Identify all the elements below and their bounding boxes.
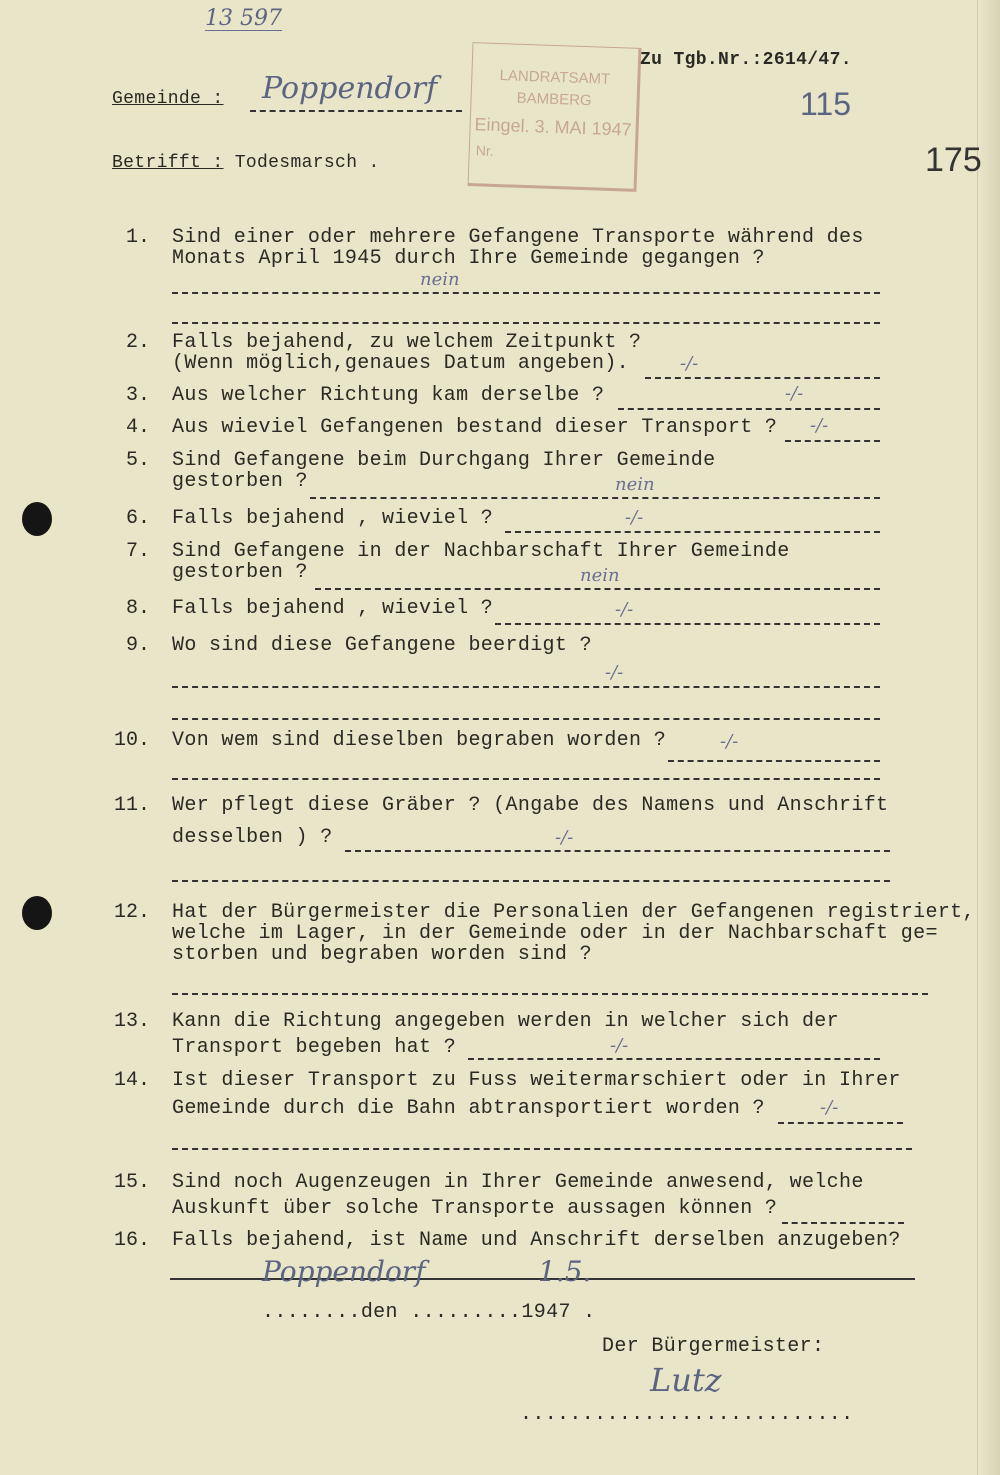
signatory-label: Der Bürgermeister: [602,1335,825,1358]
answer-line [778,1122,903,1124]
answer-line [505,531,880,533]
place-handwritten: Poppendorf [262,1255,426,1288]
subject-value: Todesmarsch . [234,153,380,173]
question-number: 3. [125,384,150,407]
question-text: Aus wieviel Gefangenen bestand dieser Transport ? [172,416,778,439]
handwritten-answer: -/- [820,1097,839,1118]
municipality-value: Poppendorf [262,71,438,106]
handwritten-answer: -/- [605,662,624,683]
municipality-label: Gemeinde : [112,89,224,109]
answer-line [172,993,928,995]
punch-hole [22,502,52,536]
question-text: Wo sind diese Gefangene beerdigt ? [172,634,592,657]
question-text: Ist dieser Transport zu Fuss weitermarschiert oder in Ihrer [172,1069,901,1092]
answer-line [345,850,890,852]
file-note: 13 597 [205,6,282,31]
question-number: 10. [113,729,150,752]
date-den: den [360,1301,398,1324]
question-text: Transport begeben hat ? [172,1036,457,1059]
question-number: 14. [113,1069,150,1092]
answer-line [315,588,880,590]
received-stamp [468,42,642,192]
handwritten-answer: -/- [555,827,574,848]
question-text: desselben ) ? [172,826,333,849]
question-text: Sind einer oder mehrere Gefangene Transporte während des [172,226,864,249]
handwritten-answer: -/- [810,415,829,436]
question-number: 2. [125,331,150,354]
question-text: Falls bejahend, zu welchem Zeitpunkt ? [172,331,642,354]
question-number: 13. [113,1010,150,1033]
date-year: 1947 . [521,1301,596,1324]
question-text: Sind Gefangene in der Nachbarschaft Ihrer Gemeinde [172,540,790,563]
subject-label: Betrifft : [112,153,224,173]
stamp-text: BAMBERG [516,89,592,110]
answer-line [468,1058,880,1060]
date-line: ........den .........1947 . [262,1301,596,1324]
question-text: Von wem sind dieselben begraben worden ? [172,729,667,752]
question-text: Aus welcher Richtung kam derselbe ? [172,384,605,407]
answer-line [172,686,880,688]
handwritten-answer: nein [420,269,460,290]
answer-line [668,760,880,762]
question-number: 16. [113,1229,150,1252]
question-number: 8. [125,597,150,620]
answer-line [785,440,880,442]
answer-line [495,623,880,625]
question-number: 12. [113,901,150,924]
question-text: Falls bejahend , wieviel ? [172,507,494,530]
page-number: 175 [925,141,982,179]
question-number: 1. [125,226,150,249]
handwritten-answer: -/- [610,1035,629,1056]
question-number: 5. [125,449,150,472]
question-text: Monats April 1945 durch Ihre Gemeinde gegangen ? [172,247,765,270]
question-number: 15. [113,1171,150,1194]
rule [250,110,462,112]
handwritten-answer: -/- [720,731,739,752]
answer-line [172,718,880,720]
stamp-text: LANDRATSAMT [499,67,611,88]
question-number: 6. [125,507,150,530]
signature-line: ........................... [520,1403,854,1426]
question-text: Falls bejahend , wieviel ? [172,597,494,620]
question-text: Auskunft über solche Transporte aussagen können ? [172,1197,778,1220]
question-text: Hat der Bürgermeister die Personalien der Gefangenen registriert, [172,901,975,924]
page-number-blue: 115 [800,86,852,122]
question-text: Falls bejahend, ist Name und Anschrift derselben anzugeben? [172,1229,901,1252]
handwritten-answer: -/- [625,507,644,528]
answer-line [618,408,880,410]
stamp-text: Nr. [475,142,494,159]
handwritten-answer: -/- [680,353,699,374]
question-text: Wer pflegt diese Gräber ? (Angabe des Namens und Anschrift [172,794,889,817]
question-text: Kann die Richtung angegeben werden in welcher sich der [172,1010,840,1033]
question-number: 11. [113,794,150,817]
answer-line [172,322,880,324]
answer-line [172,292,880,294]
handwritten-answer: -/- [615,599,634,620]
answer-line [172,880,890,882]
answer-line [310,497,880,499]
handwritten-answer: nein [615,474,655,495]
subject-line [112,153,380,174]
question-number: 4. [125,416,150,439]
punch-hole [22,896,52,930]
question-number: 9. [125,634,150,657]
reference-number: Zu Tgb.Nr.:2614/47. [640,50,852,70]
question-number: 7. [125,540,150,563]
question-text: welche im Lager, in der Gemeinde oder in der Nachbarschaft ge= [172,922,938,945]
signature: Lutz [650,1361,722,1399]
page-edge [977,0,1000,1475]
question-text: Sind Gefangene beim Durchgang Ihrer Gemeinde [172,449,716,472]
question-text: gestorben ? [172,470,308,493]
stamp-text: Eingel. 3. MAI 1947 [474,114,632,140]
question-text: Gemeinde durch die Bahn abtransportiert worden ? [172,1097,765,1120]
handwritten-answer: nein [580,565,620,586]
date-handwritten: 1.5. [538,1255,592,1288]
answer-line [782,1222,904,1224]
handwritten-answer: -/- [785,383,804,404]
question-text: gestorben ? [172,561,308,584]
answer-line [172,778,880,780]
question-text: storben und begraben worden sind ? [172,943,592,966]
question-text: Sind noch Augenzeugen in Ihrer Gemeinde anwesend, welche [172,1171,864,1194]
answer-line [645,377,880,379]
answer-line [172,1148,912,1150]
question-text: (Wenn möglich,genaues Datum angeben). [172,352,630,375]
